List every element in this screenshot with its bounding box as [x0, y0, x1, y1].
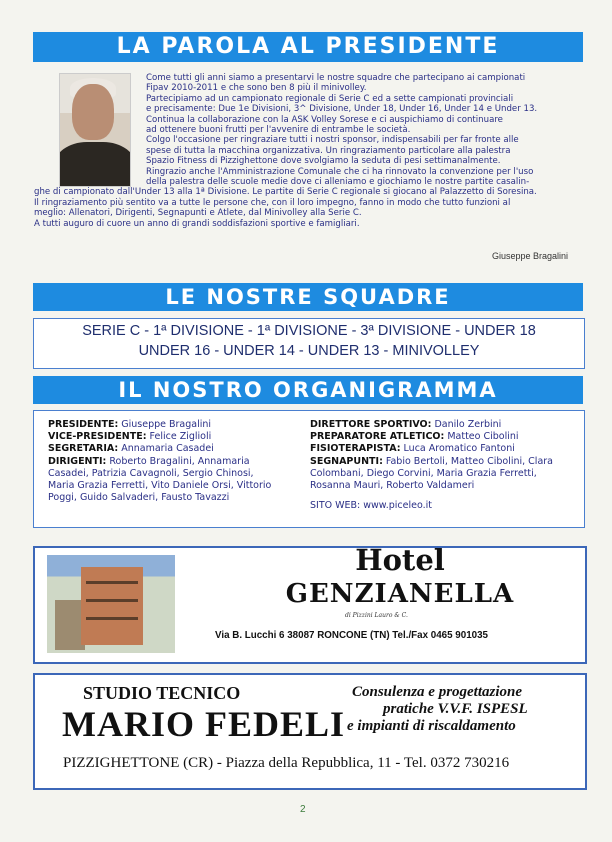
squads-box	[33, 318, 585, 369]
org-role: SEGNAPUNTI:	[310, 455, 383, 467]
letter-line: Fipav 2010-2011 e che sono ben 8 più il minivolley.	[146, 83, 367, 94]
letter-line: ad ottenere buoni frutti per l'avvenire di entrambe le società.	[146, 125, 411, 136]
president-signature: Giuseppe Bragalini	[491, 251, 568, 261]
squads-banner	[33, 283, 583, 311]
squads-line-2: UNDER 16 - UNDER 14 - UNDER 13 - MINIVOLLEY	[138, 343, 480, 359]
letter-line: spese di tutta la macchina organizzativa. Un ringraziamento particolare alla palestra	[146, 145, 511, 156]
hotel-ad	[33, 543, 587, 664]
letter-line: meglio: Allenatori, Dirigenti, Segnapunti e Atlete, dal Minivolley alla Serie C.	[34, 208, 362, 219]
president-letter	[34, 73, 570, 229]
studio-service-2: pratiche V.V.F. ISPESL	[383, 701, 528, 717]
letter-line: Come tutti gli anni siamo a presentarvi le nostre squadre che partecipano ai campionati	[146, 73, 526, 83]
studio-name: MARIO FEDELI	[62, 704, 346, 744]
org-role: PRESIDENTE:	[48, 419, 119, 430]
org-names: Giuseppe Bragalini	[118, 419, 212, 430]
letter-line: A tutti auguro di cuore un anno di grandi soddisfazioni sportive e famigliari.	[34, 218, 360, 229]
org-names: Luca Aromatico Fantoni	[400, 443, 515, 455]
org-role: PREPARATORE ATLETICO:	[310, 431, 445, 443]
studio-address: PIZZIGHETTONE (CR) - Piazza della Repubblica, 11 - Tel. 0372 730216	[63, 755, 510, 771]
org-entry	[48, 431, 280, 443]
president-banner	[33, 32, 583, 62]
letter-line: Il ringraziamento più sentito va a tutte le persone che, con il loro impegno, fanno in modo che tutto funzioni al	[34, 197, 511, 208]
studio-service-3: e impianti di riscaldamento	[347, 718, 516, 734]
org-names: Matteo Cibolini	[444, 431, 519, 443]
page-number: 2	[300, 804, 306, 815]
org-entry	[48, 443, 280, 455]
org-names: Danilo Zerbini	[431, 419, 502, 430]
org-entry	[48, 419, 280, 431]
org-role: FISIOTERAPISTA:	[310, 443, 401, 455]
letter-line: Partecipiamo ad un campionato regionale di Serie C ed a sette campionati provinciali	[146, 93, 514, 104]
hotel-title: Hotel	[355, 543, 445, 577]
org-entry	[48, 456, 280, 505]
letter-line: ghe di campionato dall'Under 13 alla 1ª Divisione. Le partite di Serie C regionale si giocano al Palazzetto di Soresina.	[34, 187, 537, 198]
org-names: Fabio Bertoli, Matteo Cibolini, Clara Colombani, Diego Corvini, Maria Grazia Ferretti, Rosanna Mauri, Roberto Valdameri	[310, 455, 553, 492]
org-entry	[310, 431, 572, 443]
org-names: Felice Ziglioli	[146, 431, 212, 443]
president-banner-title: LA PAROLA AL PRESIDENTE	[116, 34, 500, 59]
org-right-column	[310, 419, 572, 512]
letter-line: Ringrazio anche l'Amministrazione Comunale che ci ha rinnovato la convenzione per l'uso	[146, 166, 534, 177]
studio-subtitle: STUDIO TECNICO	[83, 683, 241, 703]
org-banner-title: IL NOSTRO ORGANIGRAMMA	[118, 378, 498, 402]
letter-line: Continua la collaborazione con la ASK Volley Sorese e ci auspichiamo di continuare	[146, 114, 503, 125]
hotel-address: Via B. Lucchi 6 38087 RONCONE (TN) Tel./Fax 0465 901035	[215, 630, 488, 641]
org-website: SITO WEB: www.piceleo.it	[310, 500, 432, 512]
org-banner	[33, 376, 583, 404]
letter-line: e precisamente: Due 1e Divisioni, 3^ Divisione, Under 18, Under 16, Under 14 e Under 13.	[146, 104, 538, 115]
studio-ad	[33, 673, 587, 790]
org-entry	[310, 443, 572, 455]
org-names: Roberto Bragalini, Annamaria Casadei, Patrizia Cavagnoli, Sergio Chinosi, Maria Grazia Ferretti, Vito Daniele Orsi, Vittorio Poggi, Guido Salvaderi, Fausto Tavazzi	[48, 455, 272, 504]
studio-service-1: Consulenza e progettazione	[352, 684, 523, 700]
org-role: DIRIGENTI:	[48, 455, 107, 467]
letter-line: Spazio Fitness di Pizzighettone dove svolgiamo la seduta di pesi settimanalmente.	[146, 156, 501, 167]
squads-line-1: SERIE C - 1ª DIVISIONE - 1ª DIVISIONE - 3ª DIVISIONE - UNDER 18	[82, 323, 536, 339]
org-role: SEGRETARIA:	[48, 443, 119, 455]
hotel-name: GENZIANELLA	[285, 579, 515, 609]
hotel-photo	[47, 555, 175, 653]
org-role: DIRETTORE SPORTIVO:	[310, 419, 432, 430]
org-entry	[310, 419, 572, 431]
org-entry	[310, 456, 572, 493]
org-box	[33, 410, 585, 528]
org-left-column	[48, 419, 280, 504]
org-names: Annamaria Casadei	[118, 443, 214, 455]
hotel-owner: di Pizzini Lauro & C.	[345, 612, 408, 619]
letter-line: Colgo l'occasione per ringraziare tutti i nostri sponsor, indispensabili per far fronte alle	[146, 135, 519, 146]
squads-banner-title: LE NOSTRE SQUADRE	[165, 285, 451, 309]
letter-line: della palestra delle scuole medie dove ci alleniamo e giochiamo le nostre partite casalin-	[146, 177, 530, 188]
org-role: VICE-PRESIDENTE:	[48, 431, 147, 443]
